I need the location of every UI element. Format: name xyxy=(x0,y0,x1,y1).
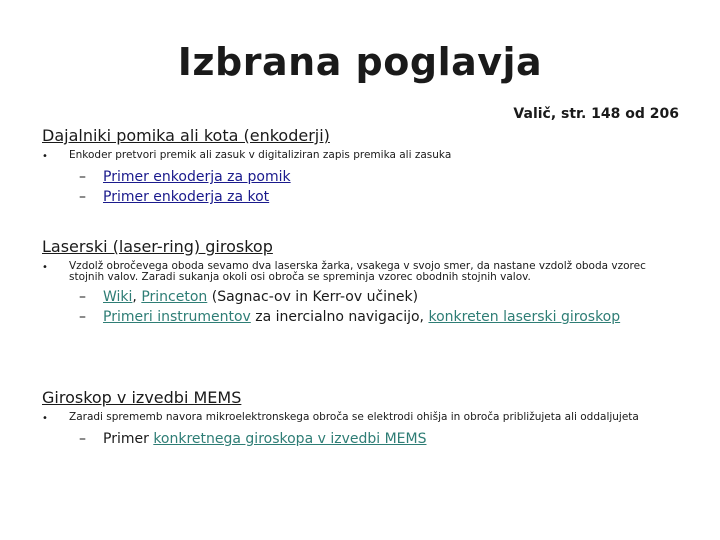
separator: , xyxy=(132,289,142,305)
sub-item xyxy=(79,189,692,206)
section-heading: Dajalniki pomika ali kota (enkoderji) xyxy=(42,126,330,145)
sub-item xyxy=(79,431,692,448)
bullet-text: Enkoder pretvori premik ali zasuk v digitaliziran zapis premika ali zasuka xyxy=(69,149,452,161)
bullet-text: Zaradi sprememb navora mikroelektronskega obroča se elektrodi ohišja in obroča približujeta ali oddaljujeta xyxy=(69,411,639,423)
bullet-icon: • xyxy=(42,413,48,424)
dash-icon: – xyxy=(79,289,86,305)
sub-item xyxy=(79,289,692,306)
sub-item-mid: za inercialno navigacijo, xyxy=(250,309,429,325)
link-concrete-laser-gyroscope[interactable]: konkreten laserski giroskop xyxy=(428,309,621,325)
dash-icon: – xyxy=(79,189,86,205)
section-heading: Giroskop v izvedbi MEMS xyxy=(42,388,242,407)
bullet-item xyxy=(42,261,692,283)
link-encoder-angle[interactable]: Primer enkoderja za kot xyxy=(103,189,270,205)
bullet-item xyxy=(42,150,692,163)
sub-item-rest: (Sagnac-ov in Kerr-ov učinek) xyxy=(207,289,419,305)
section-heading: Laserski (laser-ring) giroskop xyxy=(42,237,273,256)
link-instrument-examples[interactable]: Primeri instrumentov xyxy=(103,309,251,325)
bullet-icon: • xyxy=(42,151,48,162)
sub-item-prefix: Primer xyxy=(103,431,154,447)
section-laser-gyroscope xyxy=(42,237,692,326)
page-title: Izbrana poglavja xyxy=(177,40,543,84)
link-encoder-displacement[interactable]: Primer enkoderja za pomik xyxy=(103,169,291,185)
page-subtitle: Valič, str. 148 od 206 xyxy=(513,106,679,122)
dash-icon: – xyxy=(79,309,86,325)
sub-list xyxy=(79,169,692,206)
dash-icon: – xyxy=(79,431,86,447)
section-encoders xyxy=(42,126,692,206)
sub-item-text xyxy=(103,431,426,448)
sub-item-text xyxy=(103,289,418,306)
link-wiki[interactable]: Wiki xyxy=(103,289,133,305)
sub-item-text xyxy=(103,309,623,326)
bullet-item xyxy=(42,412,692,425)
sub-list xyxy=(79,289,692,326)
link-mems-gyroscope[interactable]: konkretnega giroskopa v izvedbi MEMS xyxy=(153,431,427,447)
section-mems-gyroscope xyxy=(42,388,692,448)
dash-icon: – xyxy=(79,169,86,185)
sub-item xyxy=(79,169,692,186)
sub-list xyxy=(79,431,692,448)
bullet-text: Vzdolž obročevega oboda sevamo dva laserska žarka, vsakega v svojo smer, da nastane vzdolž oboda vzorec stojnih valov. Zaradi sukanja okoli osi obroča se spreminja vzorec obodnih stojnih valov. xyxy=(69,260,646,283)
bullet-icon: • xyxy=(42,262,48,273)
sub-item xyxy=(79,309,692,326)
link-princeton[interactable]: Princeton xyxy=(141,289,208,305)
